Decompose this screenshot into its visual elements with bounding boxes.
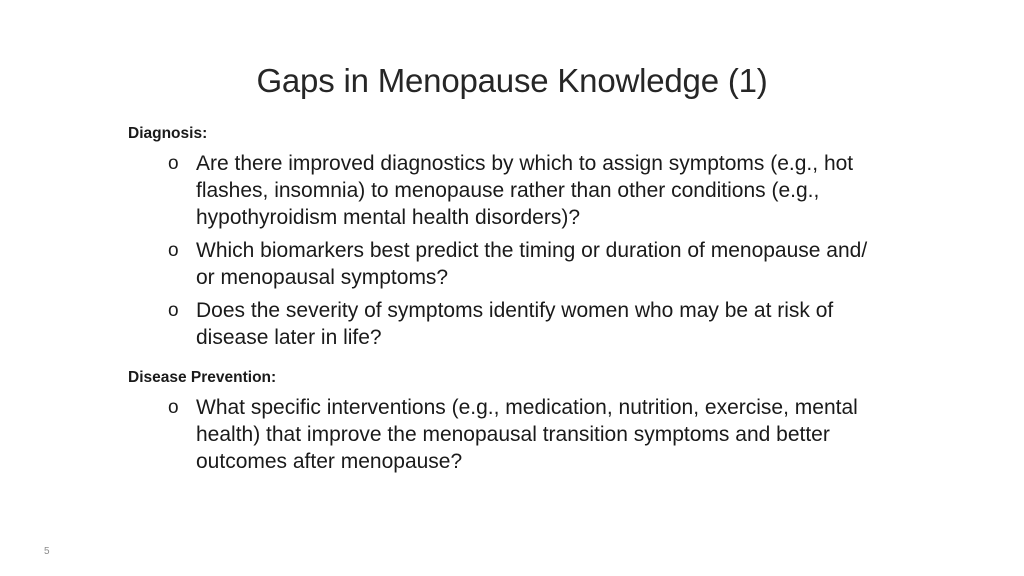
bullet-list <box>128 150 928 351</box>
list-item <box>128 150 886 231</box>
section-diagnosis <box>128 124 928 357</box>
section-disease-prevention <box>128 368 928 481</box>
page-number: 5 <box>44 546 50 557</box>
bullet-marker-icon: o <box>168 153 179 174</box>
section-heading: Diagnosis: <box>128 125 208 142</box>
bullet-text: Are there improved diagnostics by which to assign symptoms (e.g., hot flashes, insomnia) to menopause rather than other conditions (e.g., hypothyroidism mental health disorders)? <box>196 152 854 229</box>
bullet-marker-icon: o <box>168 300 179 321</box>
bullet-text: Which biomarkers best predict the timing or duration of menopause and/ or menopausal symptoms? <box>196 239 868 289</box>
list-item <box>128 237 886 291</box>
slide-title: Gaps in Menopause Knowledge (1) <box>256 62 768 99</box>
list-item <box>128 394 886 475</box>
bullet-list <box>128 394 928 475</box>
list-item <box>128 297 886 351</box>
bullet-marker-icon: o <box>168 397 179 418</box>
bullet-text: Does the severity of symptoms identify women who may be at risk of disease later in life? <box>196 299 834 349</box>
section-heading: Disease Prevention: <box>128 369 277 386</box>
bullet-marker-icon: o <box>168 240 179 261</box>
bullet-text: What specific interventions (e.g., medication, nutrition, exercise, mental health) that improve the menopausal transition symptoms and better outcomes after menopause? <box>196 396 858 473</box>
